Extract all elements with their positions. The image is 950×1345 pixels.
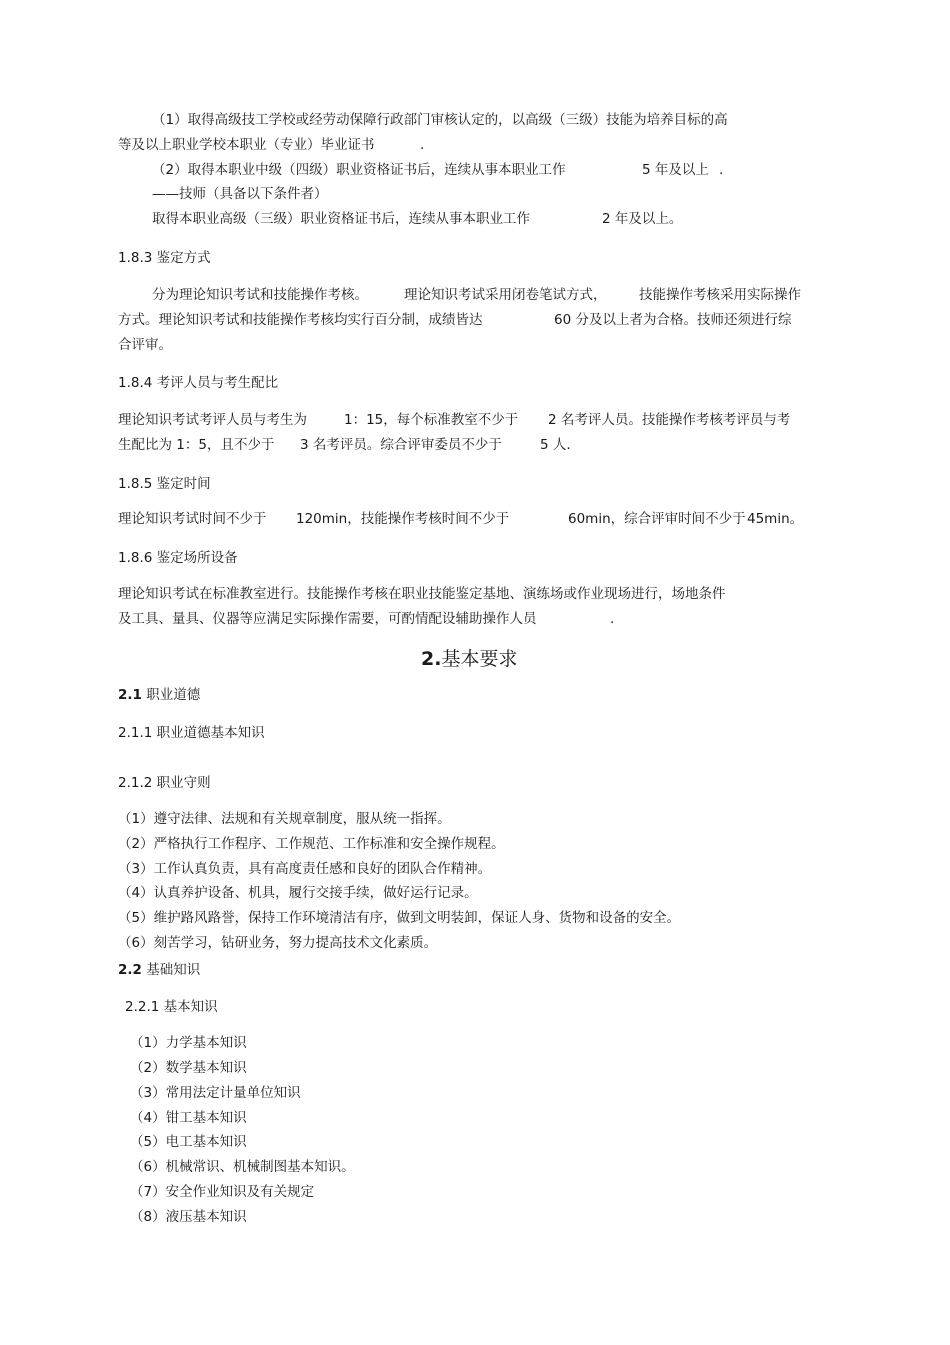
paragraph-line: 方式。理论知识考试和技能操作考核均实行百分制，成绩皆达 60 分及以上者为合格。技师还须进行综 bbox=[118, 312, 792, 328]
list-item: （6）刻苦学习，钻研业务，努力提高技术文化素质。 bbox=[118, 935, 438, 951]
list-item: （7）安全作业知识及有关规定 bbox=[130, 1184, 315, 1200]
section-heading: 1.8.5 鉴定时间 bbox=[118, 476, 211, 492]
list-item: （2）严格执行工作程序、工作规范、工作标准和安全操作规程。 bbox=[118, 836, 505, 852]
list-item: （5）维护路风路誉，保持工作环境清洁有序，做到文明装卸，保证人身、货物和设备的安全。 bbox=[118, 910, 681, 926]
chapter-title: 2.基本要求 bbox=[421, 648, 518, 670]
list-item: （4）认真养护设备、机具，履行交接手续，做好运行记录。 bbox=[118, 885, 478, 901]
section-heading: 1.8.3 鉴定方式 bbox=[118, 250, 211, 266]
paragraph-line: 生配比为 1：5，且不少于 3 名考评员。综合评审委员不少于 5 人. bbox=[118, 437, 571, 453]
section-heading: 2.1 职业道德 bbox=[118, 687, 201, 703]
list-item: （8）液压基本知识 bbox=[130, 1209, 247, 1225]
subsection-heading: 2.1.1 职业道德基本知识 bbox=[118, 725, 265, 741]
list-item: （3）常用法定计量单位知识 bbox=[130, 1085, 301, 1101]
paragraph-line: ——技师（具备以下条件者） bbox=[152, 186, 328, 202]
list-item: （1）遵守法律、法规和有关规章制度，服从统一指挥。 bbox=[118, 811, 451, 827]
paragraph-line: 及工具、量具、仪器等应满足实际操作需要，可酌情配设辅助操作人员 . bbox=[118, 611, 615, 627]
section-heading: 2.2 基础知识 bbox=[118, 962, 201, 978]
paragraph-line: （2）取得本职业中级（四级）职业资格证书后，连续从事本职业工作 5 年及以上 . bbox=[152, 162, 724, 178]
section-heading: 1.8.4 考评人员与考生配比 bbox=[118, 375, 279, 391]
list-item: （2）数学基本知识 bbox=[130, 1060, 247, 1076]
paragraph-line: 分为理论知识考试和技能操作考核。 理论知识考试采用闭卷笔试方式， 技能操作考核采用实际操作 bbox=[152, 287, 801, 303]
list-item: （5）电工基本知识 bbox=[130, 1134, 247, 1150]
list-item: （3）工作认真负责，具有高度责任感和良好的团队合作精神。 bbox=[118, 861, 492, 877]
paragraph-line: 理论知识考试考评人员与考生为 1：15，每个标准教室不少于 2 名考评人员。技能操作考核考评员与考 bbox=[118, 412, 791, 428]
paragraph-line: 理论知识考试在标准教室进行。技能操作考核在职业技能鉴定基地、演练场或作业现场进行，场地条件 bbox=[118, 586, 726, 602]
paragraph-line: 合评审。 bbox=[118, 337, 172, 353]
paragraph-line: 取得本职业高级（三级）职业资格证书后，连续从事本职业工作 2 年及以上。 bbox=[152, 211, 683, 227]
list-item: （4）钳工基本知识 bbox=[130, 1110, 247, 1126]
list-item: （1）力学基本知识 bbox=[130, 1035, 247, 1051]
paragraph-line: （1）取得高级技工学校或经劳动保障行政部门审核认定的，以高级（三级）技能为培养目标的高 bbox=[152, 112, 728, 128]
subsection-heading: 2.2.1 基本知识 bbox=[125, 999, 218, 1015]
paragraph-line: 理论知识考试时间不少于 120min，技能操作考核时间不少于 60min，综合评审时间不少于 45min。 bbox=[118, 511, 804, 527]
paragraph-line: 等及以上职业学校本职业（专业）毕业证书 . bbox=[118, 137, 425, 153]
subsection-heading: 2.1.2 职业守则 bbox=[118, 775, 211, 791]
list-item: （6）机械常识、机械制图基本知识。 bbox=[130, 1159, 355, 1175]
section-heading: 1.8.6 鉴定场所设备 bbox=[118, 550, 238, 566]
